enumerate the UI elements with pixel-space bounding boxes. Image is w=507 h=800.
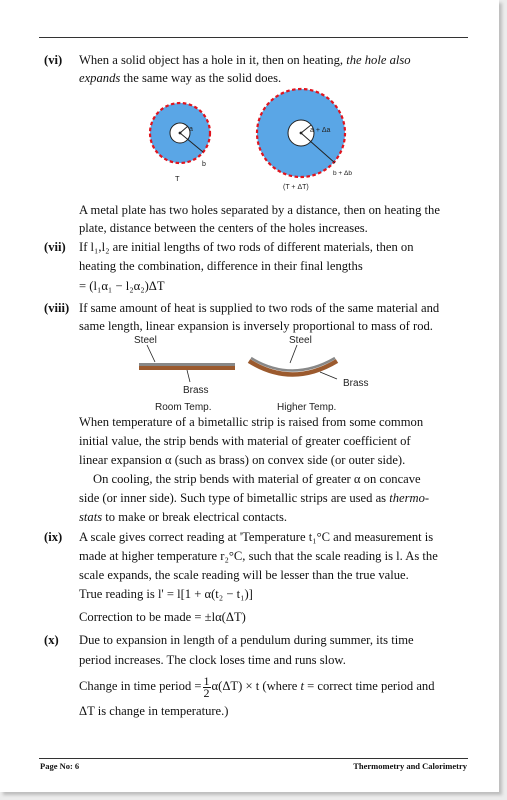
- text-run: = correct time period and: [303, 679, 435, 693]
- item-text: If same amount of heat is supplied to two rods of the same material and: [79, 301, 440, 315]
- formula: = (l₁α₁ − l₂α₂)ΔT: [79, 279, 165, 293]
- bimetallic-strip-figure: [125, 332, 369, 414]
- text-run: Change in time period =: [79, 679, 202, 693]
- label-brass-left: Brass: [183, 385, 209, 396]
- label-b: b: [202, 161, 206, 168]
- formula: [79, 675, 435, 699]
- label-brass-right: Brass: [343, 378, 369, 389]
- item-text: same length, linear expansion is inversely proportional to mass of rod.: [79, 319, 433, 333]
- bottom-rule: [39, 758, 468, 759]
- paragraph-line: linear expansion α (such as brass) on convex side (or outer side).: [79, 453, 406, 467]
- text-run-italic: stats: [79, 510, 103, 524]
- paragraph-line: When temperature of a bimetallic strip is raised from some common: [79, 415, 424, 429]
- text-run: When a solid object has a hole in it, then on heating,: [79, 53, 347, 67]
- paragraph-line: A metal plate has two holes separated by a distance, then on heating the: [79, 203, 440, 217]
- item-text: heating the combination, difference in their final lengths: [79, 259, 363, 273]
- text-run-italic: thermo-: [389, 491, 430, 505]
- item-number: (ix): [44, 530, 63, 544]
- item-text: [79, 70, 281, 86]
- text-run-italic: the hole also: [346, 53, 411, 67]
- label-T: T: [175, 174, 180, 183]
- paragraph-line: [79, 490, 429, 506]
- formula: Correction to be made = ±lα(ΔT): [79, 610, 246, 624]
- top-rule: [39, 37, 468, 38]
- label-a: a: [189, 126, 193, 133]
- paragraph-line: plate, distance between the centers of the holes increases.: [79, 221, 368, 235]
- label-higher-temp: Higher Temp.: [277, 402, 337, 413]
- item-number: (x): [44, 633, 59, 647]
- fraction: [203, 673, 211, 700]
- item-text: period increases. The clock loses time and runs slow.: [79, 653, 346, 667]
- hole-expansion-figure: [140, 85, 370, 200]
- text-run: the same way as the solid does.: [120, 71, 282, 85]
- page-number: Page No: 6: [40, 761, 80, 771]
- label-a-da: a + Δa: [310, 127, 331, 134]
- label-T-dT: (T + ΔT): [283, 184, 309, 191]
- paragraph-line: [79, 509, 287, 525]
- formula: True reading is l' = l[1 + α(t₂ − t₁)]: [79, 587, 253, 601]
- label-b-db: b + Δb: [333, 170, 352, 177]
- item-text: made at higher temperature r₂°C, such that the scale reading is l. As the: [79, 549, 438, 563]
- label-steel-right: Steel: [289, 335, 312, 346]
- item-text: scale expands, the scale reading will be lesser than the true value.: [79, 568, 409, 582]
- fraction-numerator: 1: [203, 673, 210, 688]
- item-text: A scale gives correct reading at 'Temperature t₁°C and measurement is: [79, 530, 434, 544]
- label-room-temp: Room Temp.: [155, 402, 212, 413]
- paragraph-line: On cooling, the strip bends with material of greater α on concave: [93, 472, 421, 486]
- item-number: (viii): [44, 301, 70, 315]
- item-text: Due to expansion in length of a pendulum during summer, its time: [79, 633, 414, 647]
- text-run: (where: [262, 679, 301, 693]
- fraction-denominator: 2: [203, 685, 210, 700]
- item-text: [79, 52, 411, 68]
- text-run: to make or break electrical contacts.: [102, 510, 288, 524]
- paragraph-line: initial value, the strip bends with material of greater coefficient of: [79, 434, 411, 448]
- text-run: side (or inner side). Such type of bimetallic strips are used as: [79, 491, 390, 505]
- label-steel-left: Steel: [134, 335, 157, 346]
- item-number: (vi): [44, 53, 63, 67]
- item-number: (vii): [44, 240, 66, 254]
- chapter-title: Thermometry and Calorimetry: [353, 761, 467, 771]
- item-text: If l₁,l₂ are initial lengths of two rods of different materials, then on: [79, 240, 414, 254]
- item-text: ΔT is change in temperature.): [79, 704, 229, 718]
- text-run-italic: t: [300, 679, 304, 693]
- text-run: α(ΔT) × t: [211, 679, 260, 693]
- text-run-italic: expands: [79, 71, 121, 85]
